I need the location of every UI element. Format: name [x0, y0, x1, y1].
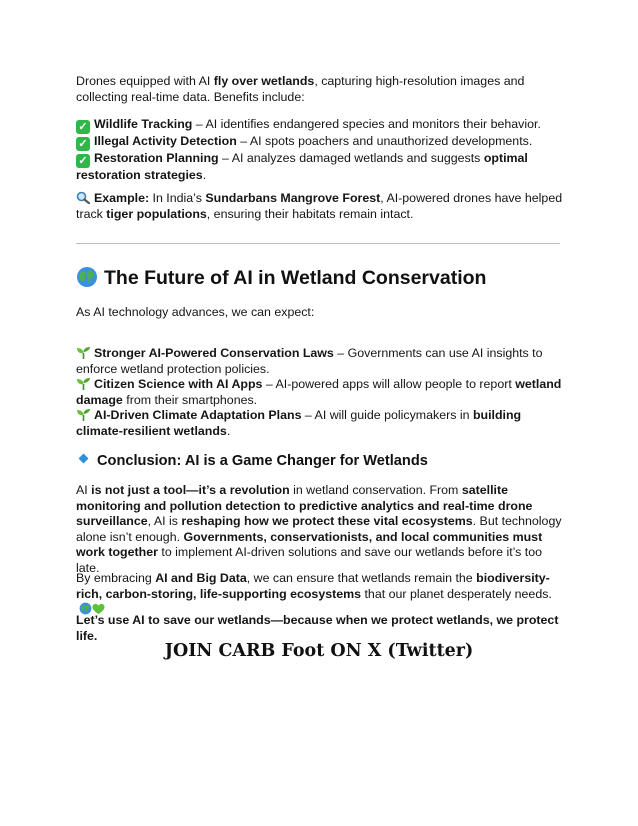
closing-statement: Let’s use AI to save our wetlands—because when we protect wetlands, we protect life.	[76, 613, 559, 643]
future-list	[76, 346, 566, 439]
example-label: Example:	[94, 191, 150, 205]
example-bold: Sundarbans Mangrove Forest	[205, 191, 381, 205]
check-mark-icon: ✓	[76, 120, 90, 134]
text: in wetland conservation. From	[289, 483, 462, 497]
benefit-bold: optimal restoration strategies	[76, 151, 528, 182]
item-text: – AI will guide policymakers in	[301, 408, 473, 422]
benefits-list	[76, 117, 566, 184]
item-text: – AI-powered apps will allow people to report	[262, 377, 516, 391]
example-text: In India’s	[149, 191, 206, 205]
seedling-icon	[76, 346, 91, 359]
text: AI	[76, 483, 92, 497]
magnifier-icon	[76, 191, 91, 204]
text: to implement AI-driven solutions and save our wetlands before it’s too late.	[76, 545, 543, 575]
item-text-end: from their smartphones.	[122, 392, 258, 407]
item-label: Stronger AI-Powered Conservation Laws	[94, 346, 334, 360]
join-cta: JOIN CARB Foot ON X (Twitter)	[164, 641, 474, 661]
item-text-end: .	[226, 423, 231, 438]
text: . But technology alone isn’t enough.	[76, 514, 562, 544]
list-item	[76, 134, 566, 151]
benefit-label: Illegal Activity Detection	[94, 134, 237, 148]
example-text: , AI-powered drones have helped track	[76, 191, 563, 221]
benefit-label: Restoration Planning	[94, 151, 219, 165]
globe-icon	[76, 266, 98, 288]
list-item	[76, 151, 566, 184]
benefit-text: – AI identifies endangered species and monitors their behavior.	[192, 117, 541, 131]
intro-text-end: , capturing high-resolution images and collecting real-time data. Benefits include:	[76, 74, 525, 104]
section-title: The Future of AI in Wetland Conservation	[104, 267, 487, 289]
benefit-text-end: .	[202, 168, 207, 182]
item-bold: wetland damage	[76, 377, 562, 407]
intro-text: Drones equipped with AI	[76, 74, 214, 88]
text: , AI is	[147, 514, 182, 528]
bold-text: is not just a tool—it’s a revolution	[91, 483, 290, 497]
bold-text: Governments, conservationists, and local communities must work together	[76, 529, 543, 559]
benefit-label: Wildlife Tracking	[94, 117, 193, 131]
text: By embracing	[76, 571, 156, 585]
drones-intro-paragraph	[76, 74, 566, 105]
example-bold: tiger populations	[106, 206, 207, 221]
embracing-paragraph	[76, 571, 566, 618]
item-label: AI-Driven Climate Adaptation Plans	[94, 408, 302, 422]
conclusion-paragraph	[76, 483, 566, 576]
blue-diamond-icon	[79, 454, 89, 464]
check-mark-icon: ✓	[76, 137, 90, 151]
seedling-icon	[76, 408, 91, 421]
example-text: , ensuring their habitats remain intact.	[206, 206, 414, 221]
conclusion-heading	[76, 452, 576, 470]
benefit-text: – AI analyzes damaged wetlands and suggests	[218, 151, 484, 165]
text: , we can ensure that wetlands remain the	[246, 571, 477, 585]
list-item	[76, 346, 566, 377]
list-item	[76, 377, 566, 408]
section-heading	[76, 266, 576, 290]
conclusion-title: Conclusion: AI is a Game Changer for Wetlands	[97, 453, 428, 469]
list-item	[76, 408, 566, 439]
item-text: – Governments can use AI insights to enforce wetland protection policies.	[76, 346, 543, 376]
item-label: Citizen Science with AI Apps	[94, 377, 263, 391]
example-paragraph	[76, 191, 566, 222]
bold-text: reshaping how we protect these vital ecosystems	[181, 514, 473, 528]
future-intro: As AI technology advances, we can expect:	[76, 305, 315, 319]
bold-text: satellite monitoring and pollution detection to predictive analytics and real-time drone surveillance	[76, 483, 533, 528]
bold-text: biodiversity-rich, carbon-storing, life-supporting ecosystems	[76, 571, 550, 601]
seedling-icon	[76, 377, 91, 390]
intro-bold: fly over wetlands	[213, 74, 315, 88]
text: that our planet desperately needs.	[361, 586, 552, 601]
list-item	[76, 117, 566, 134]
check-mark-icon: ✓	[76, 154, 90, 168]
item-bold: building climate-resilient wetlands	[76, 408, 522, 438]
bold-text: AI and Big Data	[155, 571, 247, 585]
benefit-text: – AI spots poachers and unauthorized developments.	[236, 134, 533, 148]
horizontal-divider	[76, 243, 560, 244]
